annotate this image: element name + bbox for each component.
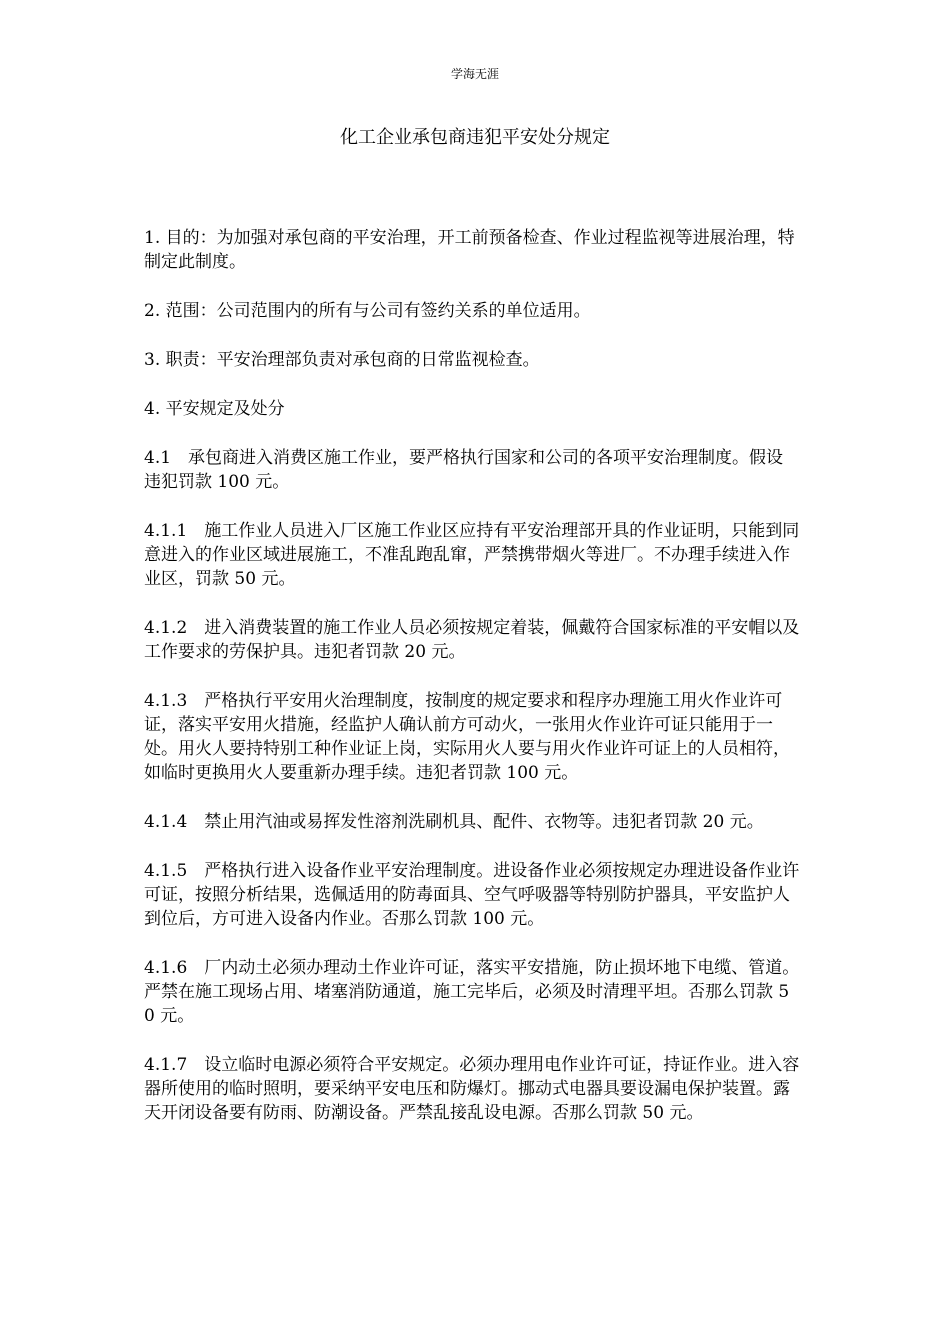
paragraph-scope: 2. 范围：公司范围内的所有与公司有签约关系的单位适用。 — [144, 301, 591, 321]
document-body — [144, 226, 800, 1150]
paragraph-4-1-3: 4.1.3 严格执行平安用火治理制度，按制度的规定要求和程序办理施工用火作业许可证，落实平安用火措施，经监护人确认前方可动火，一张用火作业许可证只能用于一处。用火人要持特别工种作业证上岗，实际用火人要与用火作业许可证上的人员相符，如临时更换用火人要重新办理手续。违犯者罚款 100 元。 — [144, 691, 790, 783]
paragraph-4-1-6: 4.1.6 厂内动土必须办理动土作业许可证，落实平安措施，防止损坏地下电缆、管道。严禁在施工现场占用、堵塞消防通道，施工完毕后，必须及时清理平坦。否那么罚款 50 元。 — [144, 958, 800, 1026]
paragraph-section-heading: 4. 平安规定及处分 — [144, 399, 285, 419]
paragraph-4-1-5: 4.1.5 严格执行进入设备作业平安治理制度。进设备作业必须按规定办理进设备作业许可证，按照分析结果，选佩适用的防毒面具、空气呼吸器等特别防护器具，平安监护人到位后，方可进入设备内作业。否那么罚款 100 元。 — [144, 861, 800, 929]
page-header: 学海无涯 — [450, 67, 499, 81]
document-title: 化工企业承包商违犯平安处分规定 — [340, 127, 610, 148]
paragraph-4-1-7: 4.1.7 设立临时电源必须符合平安规定。必须办理用电作业许可证，持证作业。进入容器所使用的临时照明，要采纳平安电压和防爆灯。挪动式电器具要设漏电保护装置。露天开闭设备要有防雨、防潮设备。严禁乱接乱设电源。否那么罚款 50 元。 — [144, 1055, 800, 1123]
paragraph-purpose: 1. 目的：为加强对承包商的平安治理，开工前预备检查、作业过程监视等进展治理，特制定此制度。 — [144, 228, 795, 272]
paragraph-responsibility: 3. 职责：平安治理部负责对承包商的日常监视检查。 — [144, 350, 540, 370]
paragraph-4-1-2: 4.1.2 进入消费装置的施工作业人员必须按规定着装，佩戴符合国家标准的平安帽以及工作要求的劳保护具。违犯者罚款 20 元。 — [144, 618, 800, 662]
paragraph-4-1-1: 4.1.1 施工作业人员进入厂区施工作业区应持有平安治理部开具的作业证明，只能到同意进入的作业区域进展施工，不准乱跑乱窜，严禁携带烟火等进厂。不办理手续进入作业区，罚款 50 元。 — [144, 521, 800, 589]
paragraph-4-1: 4.1 承包商进入消费区施工作业，要严格执行国家和公司的各项平安治理制度。假设违犯罚款 100 元。 — [144, 448, 784, 492]
paragraph-4-1-4: 4.1.4 禁止用汽油或易挥发性溶剂洗刷机具、配件、衣物等。违犯者罚款 20 元。 — [144, 812, 764, 832]
